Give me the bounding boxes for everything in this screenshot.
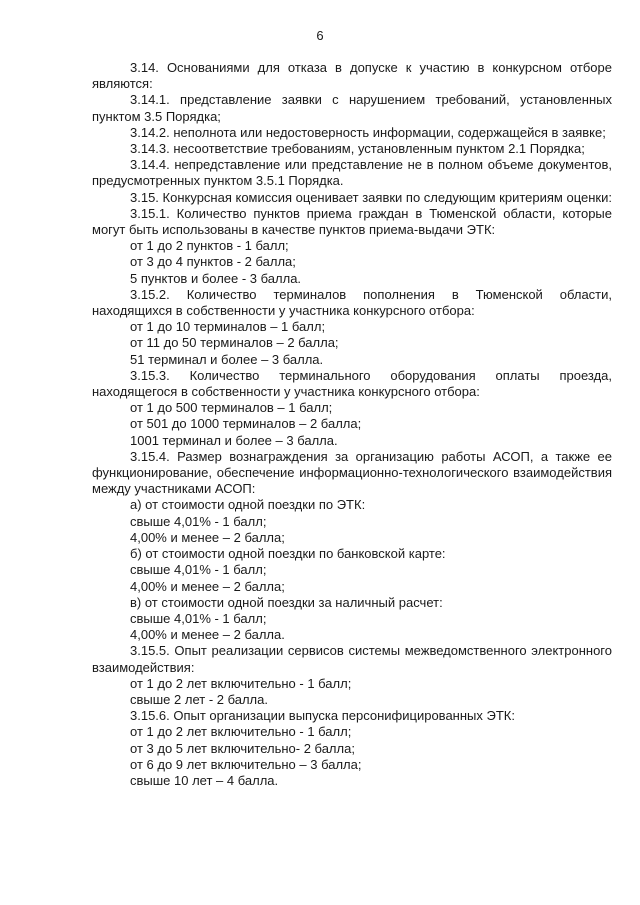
criterion-line: а) от стоимости одной поездки по ЭТК: xyxy=(130,497,366,513)
criterion-line: свыше 2 лет - 2 балла. xyxy=(130,691,268,707)
criterion-line: в) от стоимости одной поездки за наличный расчет: xyxy=(130,594,443,610)
criterion-line: от 1 до 2 пунктов - 1 балл; xyxy=(130,238,289,254)
criterion-line: 1001 терминал и более – 3 балла. xyxy=(130,432,338,448)
clause-paragraph: 3.15.3. Количество терминального оборудования оплаты проезда, находящегося в собственности у участника конкурсного отбора: xyxy=(92,367,612,400)
criterion-line: от 6 до 9 лет включительно – 3 балла; xyxy=(130,756,362,772)
criterion-line: свыше 10 лет – 4 балла. xyxy=(130,772,279,788)
clause-paragraph: 3.14.2. неполнота или недостоверность информации, содержащейся в заявке; xyxy=(130,124,606,140)
criterion-line: свыше 4,01% - 1 балл; xyxy=(130,513,267,529)
clause-paragraph: 3.14.3. несоответствие требованиям, установленным пунктом 2.1 Порядка; xyxy=(130,141,585,157)
criterion-line: 4,00% и менее – 2 балла; xyxy=(130,578,285,594)
clause-paragraph: 3.15.6. Опыт организации выпуска персонифицированных ЭТК: xyxy=(130,708,515,724)
criterion-line: от 3 до 4 пунктов - 2 балла; xyxy=(130,254,296,270)
criterion-line: от 1 до 2 лет включительно - 1 балл; xyxy=(130,724,352,740)
criterion-line: от 1 до 2 лет включительно - 1 балл; xyxy=(130,675,352,691)
clause-paragraph: 3.15. Конкурсная комиссия оценивает заявки по следующим критериям оценки: xyxy=(130,189,612,205)
criterion-line: 4,00% и менее – 2 балла. xyxy=(130,627,285,643)
criterion-line: от 1 до 10 терминалов – 1 балл; xyxy=(130,319,326,335)
clause-paragraph: 3.15.4. Размер вознаграждения за организацию работы АСОП, а также ее функционирование, обеспечение информационно-технологического взаимодействия между участниками АСОП: xyxy=(92,448,612,497)
criterion-line: свыше 4,01% - 1 балл; xyxy=(130,562,267,578)
criterion-line: 5 пунктов и более - 3 балла. xyxy=(130,270,302,286)
clause-paragraph: 3.14.4. непредставление или представление не в полном объеме документов, предусмотренных пунктом 3.5.1 Порядка. xyxy=(92,157,612,189)
criterion-line: от 3 до 5 лет включительно- 2 балла; xyxy=(130,740,355,756)
clause-paragraph: 3.14.1. представление заявки с нарушением требований, установленных пунктом 3.5 Порядка; xyxy=(92,92,612,124)
page-number: 6 xyxy=(316,28,324,43)
criterion-line: от 1 до 500 терминалов – 1 балл; xyxy=(130,400,333,416)
criterion-line: от 11 до 50 терминалов – 2 балла; xyxy=(130,335,339,351)
criterion-line: 4,00% и менее – 2 балла; xyxy=(130,529,285,545)
document-body xyxy=(92,60,612,789)
clause-paragraph: 3.14. Основаниями для отказа в допуске к участию в конкурсном отборе являются: xyxy=(92,60,612,92)
clause-paragraph: 3.15.2. Количество терминалов пополнения в Тюменской области, находящихся в собственности у участника конкурсного отбора: xyxy=(92,286,612,319)
criterion-line: от 501 до 1000 терминалов – 2 балла; xyxy=(130,416,362,432)
criterion-line: свыше 4,01% - 1 балл; xyxy=(130,610,267,626)
clause-paragraph: 3.15.1. Количество пунктов приема граждан в Тюменской области, которые могут быть использованы в качестве пунктов приема-выдачи ЭТК: xyxy=(92,205,612,238)
criterion-line: 51 терминал и более – 3 балла. xyxy=(130,351,324,367)
criterion-line: б) от стоимости одной поездки по банковской карте: xyxy=(130,546,446,562)
clause-paragraph: 3.15.5. Опыт реализации сервисов системы межведомственного электронного взаимодействия: xyxy=(92,643,612,675)
